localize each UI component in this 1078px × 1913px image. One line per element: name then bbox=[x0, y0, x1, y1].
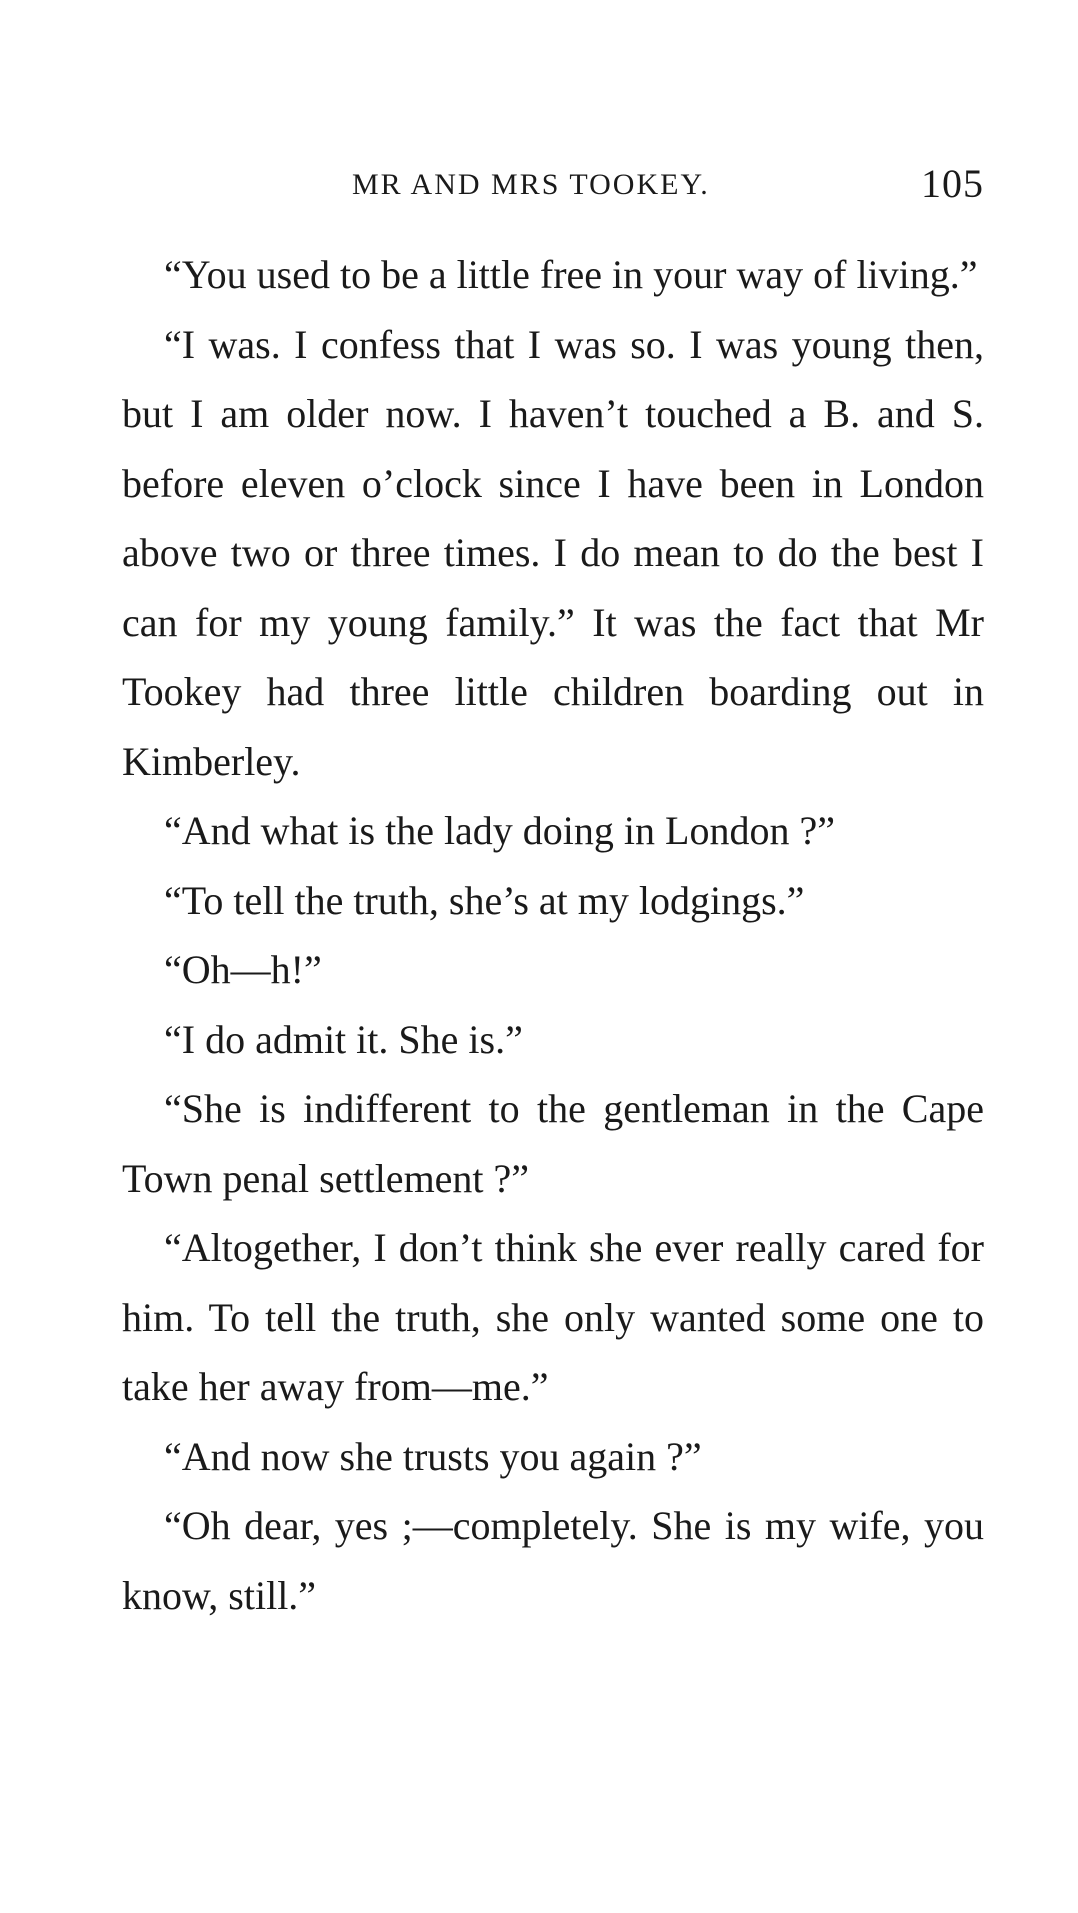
running-head bbox=[122, 160, 984, 210]
paragraph: “She is indifferent to the gentleman in the Cape Town penal settlement ?” bbox=[122, 1086, 984, 1201]
running-title: MR AND MRS TOOKEY. bbox=[352, 168, 710, 201]
paragraph: “And what is the lady doing in London ?” bbox=[164, 808, 835, 853]
paragraph: “Oh—h!” bbox=[164, 947, 322, 992]
body-text bbox=[122, 240, 984, 1630]
paragraph: “I was. I confess that I was so. I was young then, but I am older now. I haven’t touched a B. and S. before eleven o’clock since I have been in London above two or three times. I do mean to do the best I can for my young family.” It was the fact that Mr Tookey had three little children boarding out in Kimberley. bbox=[122, 321, 984, 784]
paragraph: “And now she trusts you again ?” bbox=[164, 1433, 702, 1479]
paragraph: “You used to be a little free in your way of living.” bbox=[164, 252, 978, 297]
paragraph: “To tell the truth, she’s at my lodgings.” bbox=[164, 877, 805, 923]
page-number: 105 bbox=[921, 161, 984, 206]
paragraph: “I do admit it. She is.” bbox=[164, 1016, 523, 1062]
paragraph: “Oh dear, yes ;—completely. She is my wife, you know, still.” bbox=[122, 1503, 984, 1618]
paragraph: “Altogether, I don’t think she ever really cared for him. To tell the truth, she only wanted some one to take her away from—me.” bbox=[122, 1225, 984, 1409]
